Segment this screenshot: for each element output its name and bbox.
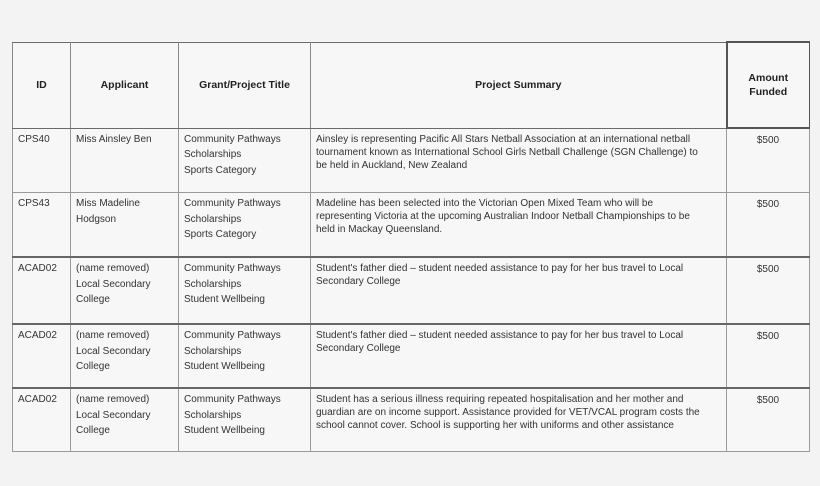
cell-id: ACAD02 [13,388,71,452]
cell-grant: Community Pathways Scholarships Student Wellbeing [179,388,311,452]
cell-applicant: Miss Ainsley Ben [71,128,179,193]
cell-grant: Community Pathways Scholarships Sports Category [179,193,311,258]
cell-summary: Student's father died – student needed assistance to pay for her bus travel to Local Secondary College [311,257,727,324]
header-applicant: Applicant [71,42,179,128]
cell-grant: Community Pathways Scholarships Student Wellbeing [179,257,311,324]
cell-grant: Community Pathways Scholarships Sports Category [179,128,311,193]
table-header-row [13,42,810,128]
table-row [13,128,810,193]
cell-amount: $500 [727,257,810,324]
cell-summary: Ainsley is representing Pacific All Stars Netball Association at an international netball tournament known as International School Girls Netball Challenge (SGN Challenge) to be held in Auckland, New Zealand [311,128,727,193]
cell-amount: $500 [727,324,810,388]
table-row [13,193,810,258]
table-row [13,324,810,388]
header-grant-title: Grant/Project Title [179,42,311,128]
header-project-summary: Project Summary [311,42,727,128]
grants-table [12,41,810,452]
cell-id: CPS43 [13,193,71,258]
cell-applicant: Miss Madeline Hodgson [71,193,179,258]
cell-grant: Community Pathways Scholarships Student Wellbeing [179,324,311,388]
header-amount-funded: Amount Funded [727,42,810,128]
cell-summary: Student's father died – student needed assistance to pay for her bus travel to Local Secondary College [311,324,727,388]
cell-applicant: (name removed) Local Secondary College [71,324,179,388]
table-row [13,257,810,324]
header-id: ID [13,42,71,128]
cell-summary: Student has a serious illness requiring repeated hospitalisation and her mother and guardian are on income support. Assistance provided for VET/VCAL program costs the school cannot cover. School is supporting her with uniforms and other assistance [311,388,727,452]
cell-amount: $500 [727,388,810,452]
cell-applicant: (name removed) Local Secondary College [71,388,179,452]
cell-amount: $500 [727,193,810,258]
table-row [13,388,810,452]
cell-id: ACAD02 [13,257,71,324]
cell-amount: $500 [727,128,810,193]
cell-summary: Madeline has been selected into the Victorian Open Mixed Team who will be representing Victoria at the upcoming Australian Indoor Netball Championships to be held in Mackay Queensland. [311,193,727,258]
cell-applicant: (name removed) Local Secondary College [71,257,179,324]
cell-id: ACAD02 [13,324,71,388]
cell-id: CPS40 [13,128,71,193]
